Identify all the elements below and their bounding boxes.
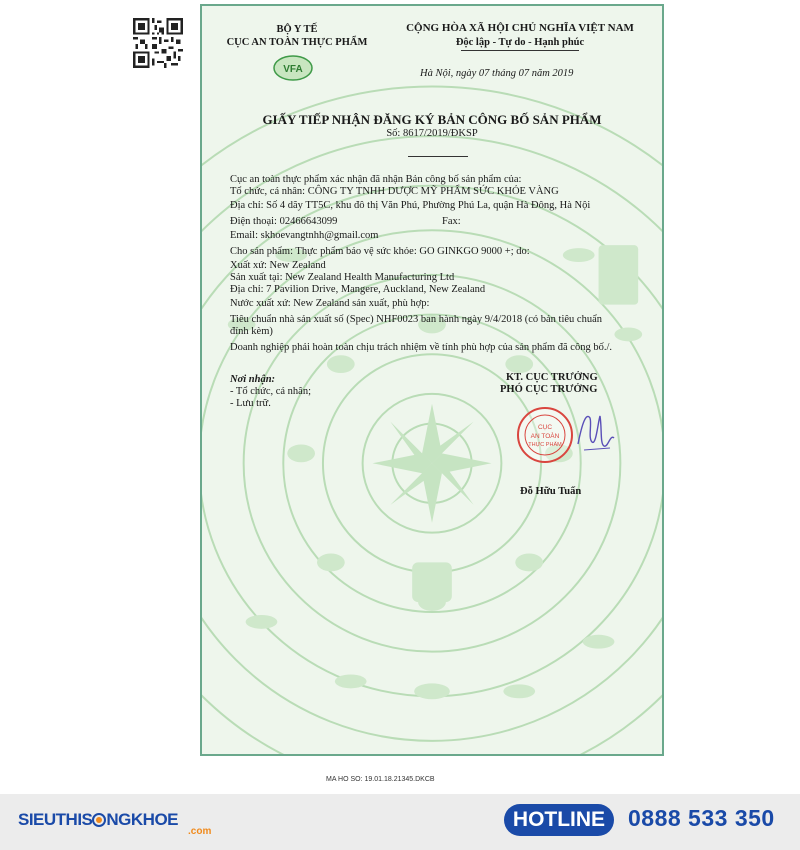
brand-prefix: SIEUTHIS (18, 810, 93, 829)
recipients-title: Nơi nhận: (230, 374, 276, 385)
body-line: Cục an toàn thực phẩm xác nhận đã nhận Bản công bố sản phẩm của: (230, 174, 522, 185)
signer-name: Đỗ Hữu Tuấn (520, 486, 582, 497)
vfa-logo (272, 54, 314, 82)
brand-suffix: NGKHOE (106, 810, 179, 829)
body-line: Địa chỉ: Số 4 dãy TT5C, khu đô thị Văn Phú, Phường Phú La, quận Hà Đông, Hà Nội (230, 200, 591, 211)
national-header (380, 22, 660, 51)
country-name: CỘNG HÒA XÃ HỘI CHỦ NGHĨA VIỆT NAM (406, 22, 634, 34)
agency-name: CỤC AN TOÀN THỰC PHẨM (226, 37, 368, 48)
qr-code (131, 18, 185, 68)
agency-header (222, 24, 372, 48)
document-number: Số: 8617/2019/ĐKSP (386, 128, 478, 139)
hotline-number[interactable]: 0888 533 350 (628, 805, 775, 831)
hotline-badge[interactable]: HOTLINE (504, 804, 614, 836)
signer-role: KT. CỤC TRƯỞNG (506, 372, 598, 383)
brand-domain: .com (188, 826, 212, 837)
signer-title: PHÓ CỤC TRƯỞNG (500, 384, 598, 395)
body-line: Email: skhoevangtnhh@gmail.com (230, 230, 379, 241)
stamp-text-3: THỰC PHẨM (528, 442, 562, 448)
stamp-text-1: CỤC (537, 424, 553, 431)
red-seal-stamp (516, 406, 574, 464)
body-line: Nước xuất xứ: New Zealand sản xuất, phù hợp: (230, 298, 430, 309)
dossier-code: MA HO SO: 19.01.18.21345.DKCB (326, 776, 435, 783)
footer-bar (0, 794, 800, 850)
ministry-name: BỘ Y TẾ (276, 24, 318, 35)
body-line: Xuất xứ: New Zealand (230, 260, 326, 271)
national-motto: Độc lập - Tự do - Hạnh phúc (455, 37, 585, 48)
title-divider (408, 156, 468, 157)
body-line: Cho sản phẩm: Thực phẩm bảo vệ sức khỏe: GO GINKGO 9000 +; do: (230, 246, 530, 257)
body-line: đính kèm) (230, 326, 273, 337)
document-title: GIẤY TIẾP NHẬN ĐĂNG KÝ BẢN CÔNG BỐ SẢN PHẨM (262, 112, 602, 127)
stamp-text-2: AN TOÀN (530, 433, 560, 440)
motto-underline (461, 50, 579, 51)
certificate (200, 4, 664, 756)
body-line: Doanh nghiệp phải hoàn toàn chịu trách nhiệm về tính phù hợp của sản phẩm đã công bố./. (230, 342, 612, 353)
body-line: Điện thoại: 02466643099 (230, 216, 338, 227)
recipient-item: - Lưu trữ. (230, 398, 271, 409)
body-line: Tiêu chuẩn nhà sản xuất số (Spec) NHF0023 ban hành ngày 9/4/2018 (có bản tiêu chuẩn (230, 314, 602, 325)
brand-o-icon (92, 813, 106, 827)
signature (570, 404, 620, 462)
fax-label: Fax: (442, 216, 461, 227)
vfa-logo-text: VFA (283, 64, 303, 75)
recipient-item: - Tổ chức, cá nhân; (230, 386, 312, 397)
body-line: Địa chỉ: 7 Pavilion Drive, Mangere, Auckland, New Zealand (230, 284, 486, 295)
body-line: Sản xuất tại: New Zealand Health Manufacturing Ltd (230, 272, 455, 283)
issue-date: Hà Nội, ngày 07 tháng 07 năm 2019 (420, 68, 574, 79)
body-line: Tổ chức, cá nhân: CÔNG TY TNHH DƯỢC MỸ PHẨM SỨC KHỎE VÀNG (230, 186, 559, 197)
brand-logo[interactable] (18, 810, 178, 830)
